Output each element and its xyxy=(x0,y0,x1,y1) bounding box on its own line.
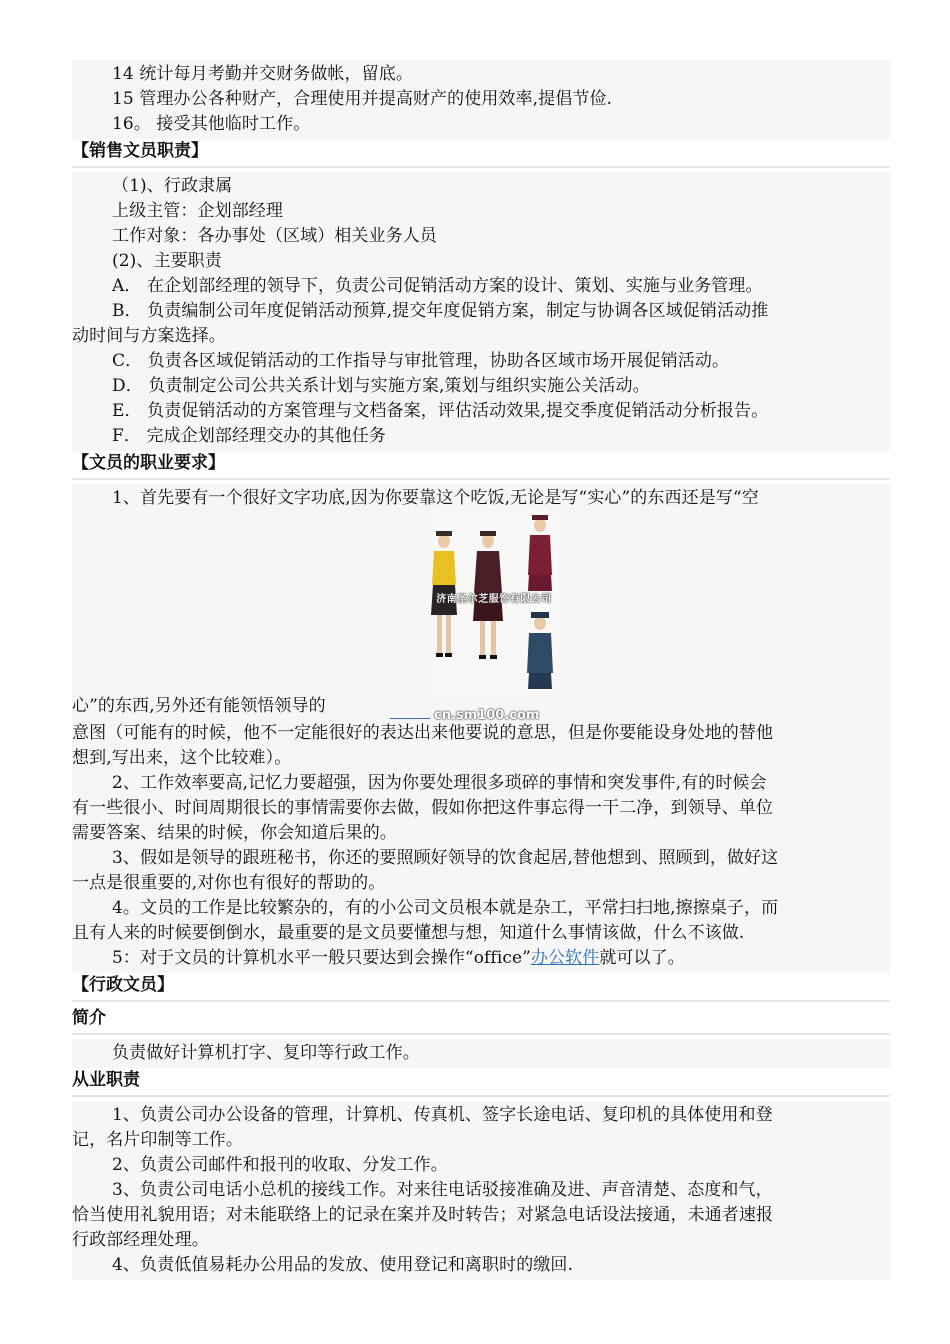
duty-item-15: 15 管理办公各种财产，合理使用并提高财产的使用效率,提倡节俭. xyxy=(112,89,613,109)
requirements-heading: 【文员的职业要求】 xyxy=(72,451,890,476)
req-4-line-b: 且有人来的时候要倒倒水，最重要的是文员要懂想与想，知道什么事情该做，什么不该做. xyxy=(72,923,745,943)
duty-f: F． 完成企划部经理交办的其他任务 xyxy=(112,426,386,446)
image-watermark: 济南圣尔芝服饰有限公司 xyxy=(436,594,552,605)
duty-item-16: 16。 接受其他临时工作。 xyxy=(112,114,311,134)
duties-heading: 从业职责 xyxy=(72,1068,890,1093)
divider xyxy=(72,1000,890,1002)
req-1-line-b: 心”的东西,另外还有能领悟领导的 xyxy=(72,696,326,716)
intro-block xyxy=(72,1039,890,1068)
req-4-line-a: 4。文员的工作是比较繁杂的，有的小公司文员根本就是杂工，平常扫扫地,擦擦桌子，而 xyxy=(112,898,779,918)
intro-heading: 简介 xyxy=(72,1006,890,1031)
req-5-line xyxy=(72,946,890,971)
duty-c: C． 负责各区域促销活动的工作指导与审批管理，协助各区域市场开展促销活动。 xyxy=(112,351,730,371)
supervisor-line: 上级主管：企划部经理 xyxy=(112,201,283,221)
req-1-line-a: 1、首先要有一个很好文字功底,因为你要靠这个吃饭,无论是写“实心”的东西还是写“空 xyxy=(112,488,759,508)
uniform-photo[interactable] xyxy=(430,511,558,691)
main-duties-line: (2)、主要职责 xyxy=(112,251,222,271)
req-2-line-c: 需要答案、结果的时候，你会知道后果的。 xyxy=(72,823,397,843)
req-3-line-a: 3、假如是领导的跟班秘书，你还的要照顾好领导的饮食起居,替他想到、照顾到，做好这 xyxy=(112,848,779,868)
req-5-text-post: 就可以了。 xyxy=(599,948,685,968)
req-2-line-b: 有一些很小、时间周期很长的事情需要你去做，假如你把这件事忘得一干二净，到领导、单位 xyxy=(72,798,774,818)
duty-a: A． 在企划部经理的领导下，负责公司促销活动方案的设计、策划、实施与业务管理。 xyxy=(112,276,763,296)
intro-text: 负责做好计算机打字、复印等行政工作。 xyxy=(112,1043,420,1063)
office-software-link[interactable]: 办公软件 xyxy=(530,948,600,968)
requirements-block xyxy=(72,484,890,973)
admin-duties-block xyxy=(72,1101,890,1280)
sales-clerk-block xyxy=(72,172,890,451)
divider xyxy=(72,478,890,480)
admin-duty-1-b: 记，名片印制等工作。 xyxy=(72,1130,243,1150)
req-5-text-pre: 5：对于文员的计算机水平一般只要达到会操作“office” xyxy=(112,948,531,968)
top-duties-block xyxy=(72,60,890,139)
duty-b-cont: 动时间与方案选择。 xyxy=(72,326,226,346)
admin-duty-3-a: 3、负责公司电话小总机的接线工作。对来往电话驳接准确及进、声音清楚、态度和气， xyxy=(112,1180,773,1200)
document-page xyxy=(72,60,890,1280)
work-target-line: 工作对象：各办事处（区域）相关业务人员 xyxy=(112,226,437,246)
divider xyxy=(72,1095,890,1097)
uniform-image-row xyxy=(72,511,890,721)
admin-duty-3-c: 行政部经理处理。 xyxy=(72,1230,209,1250)
admin-affiliation: （1)、行政隶属 xyxy=(112,176,233,196)
admin-clerk-heading: 【行政文员】 xyxy=(72,973,890,998)
image-caption: cn.sm100.com xyxy=(434,708,540,723)
duty-b: B． 负责编制公司年度促销活动预算,提交年度促销方案，制定与协调各区域促销活动推 xyxy=(112,301,769,321)
req-3-line-b: 一点是很重要的,对你也有很好的帮助的。 xyxy=(72,873,386,893)
admin-duty-1-a: 1、负责公司办公设备的管理，计算机、传真机、签字长途电话、复印机的具体使用和登 xyxy=(112,1105,773,1125)
duty-e: E． 负责促销活动的方案管理与文档备案，评估活动效果,提交季度促销活动分析报告。 xyxy=(112,401,769,421)
req-1-line-c: 意图（可能有的时候，他不一定能很好的表达出来他要说的意思，但是你要能设身处地的替他 xyxy=(72,723,774,743)
admin-duty-3-b: 恰当使用礼貌用语；对未能联络上的记录在案并及时转告；对紧急电话设法接通，未通者速报 xyxy=(72,1205,774,1225)
req-1-line-d: 想到,写出来，这个比较难）。 xyxy=(72,748,292,768)
req-2-line-a: 2、工作效率要高,记忆力要超强，因为你要处理很多琐碎的事情和突发事件,有的时候会 xyxy=(112,773,767,793)
image-link-underline[interactable] xyxy=(390,717,430,719)
divider xyxy=(72,1033,890,1035)
admin-duty-4: 4、负责低值易耗办公用品的发放、使用登记和离职时的缴回. xyxy=(112,1255,574,1275)
divider xyxy=(72,166,890,168)
sales-clerk-heading: 【销售文员职责】 xyxy=(72,139,890,164)
duty-d: D． 负责制定公司公共关系计划与实施方案,策划与组织实施公关活动。 xyxy=(112,376,650,396)
admin-duty-2: 2、负责公司邮件和报刊的收取、分发工作。 xyxy=(112,1155,448,1175)
duty-item-14: 14 统计每月考勤并交财务做帐，留底。 xyxy=(112,64,413,84)
